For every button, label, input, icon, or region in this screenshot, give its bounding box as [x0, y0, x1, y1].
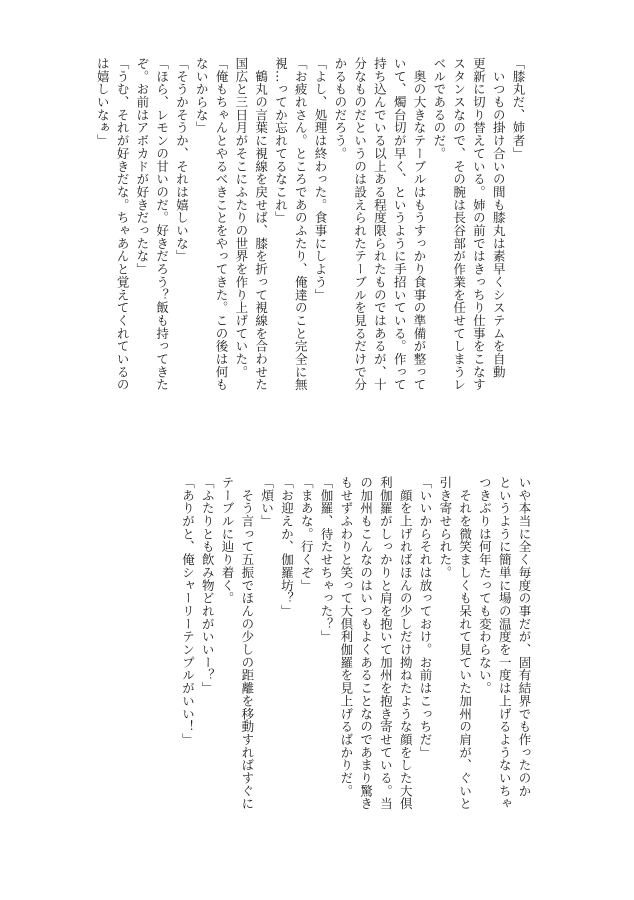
- text-line: 「俺もちゃんとやるべきことをやってきた。この後は何も: [214, 57, 230, 392]
- text-line: 「ありがと、俺シャーリーテンプルがいい！」: [180, 476, 196, 746]
- text-line: というように簡単に場の温度を一度は上げるようないちゃ: [497, 476, 513, 811]
- text-line: 「伽羅、待たせちゃった？」: [319, 476, 335, 644]
- text-line: 持ち込んでいる以上ある程度限られたものではあるが、十: [372, 57, 388, 392]
- text-line: 引き寄せられた。: [437, 476, 453, 579]
- text-line: は嬉しいなぁ」: [95, 57, 111, 147]
- text-line: いや本当に全く毎度の事だが、固有結界でも作ったのか: [517, 476, 532, 798]
- text-line: 「お疲れさん。ところであのふたり、俺達のこと完全に無: [293, 57, 309, 392]
- text-line: 利伽羅がしっかりと肩を抱いて加州を抱き寄せている。当: [378, 476, 394, 811]
- text-line: いて、燭台切が早く、というように手招いている。作って: [392, 57, 408, 392]
- text-line: 更新に切り替えている。姉の前ではきっちり仕事をこなす: [471, 57, 487, 392]
- text-line: 「よし、処理は終わった。食事にしよう」: [313, 57, 329, 302]
- text-line: 視…ってか忘れてるなこれ」: [273, 57, 289, 225]
- text-line: 鶴丸の言葉に視線を戻せば、膝を折って視線を合わせた: [253, 57, 269, 392]
- text-line: それを微笑ましくも呆れて見ていた加州の肩が、ぐいと: [457, 476, 473, 811]
- text-line: 「ほら、レモンの甘いのだ。好きだろう？飯も持ってきた: [154, 57, 170, 392]
- text-line: いつもの掛け合いの間も膝丸は素早くシステムを自動: [491, 57, 507, 379]
- text-line: 「いいからそれは放っておけ。お前はこっちだ」: [418, 476, 434, 759]
- text-line: 「煩い」: [259, 476, 275, 528]
- text-line: つきぶりは何年たっても変わらない。: [477, 476, 493, 695]
- text-line: 「そうかそうか、それは嬉しいな」: [174, 57, 190, 263]
- text-line: ベルであるのだ。: [431, 57, 447, 160]
- text-line: 「まあな。行くぞ」: [299, 476, 315, 592]
- text-line: 国広と三日月がそこにふたりの世界を作り上げていた。: [233, 57, 249, 379]
- text-line: 奥の大きなテーブルはもうすっかり食事の準備が整って: [412, 57, 428, 392]
- text-line: 「ふたりとも飲み物どれがいいー？」: [200, 476, 216, 695]
- text-line: そう言って五振でほんの少しの距離を移動すればすぐに: [239, 476, 255, 811]
- text-line: 「うむ、それが好きだな。ちゃあんと覚えてくれているの: [115, 57, 131, 392]
- top-text-block: [92, 57, 528, 457]
- bottom-text-block: [178, 476, 534, 876]
- text-line: 「お迎えか、伽羅坊？」: [279, 476, 295, 618]
- text-line: もせずふわりと笑って大倶利伽羅を見上げるばかりだ。: [338, 476, 354, 798]
- text-line: ぞ。お前はアボカドが好きだったな」: [134, 57, 150, 276]
- text-line: かるものだろう。: [332, 57, 348, 160]
- text-line: 「膝丸だ、姉者」: [511, 57, 526, 160]
- text-line: 分なものだというのは設えられたテーブルを見るだけで分: [352, 57, 368, 392]
- text-line: の加州もこんなのはいつもよくあることなのであまり驚き: [358, 476, 374, 811]
- text-line: スタンスなので、その腕は長谷部が作業を任せてしまうレ: [451, 57, 467, 392]
- text-line: テーブルに辿り着く。: [220, 476, 236, 605]
- text-line: ないからな」: [194, 57, 210, 135]
- text-line: 顔を上げればほんの少しだけ拗ねたような顔をした大倶: [398, 476, 414, 811]
